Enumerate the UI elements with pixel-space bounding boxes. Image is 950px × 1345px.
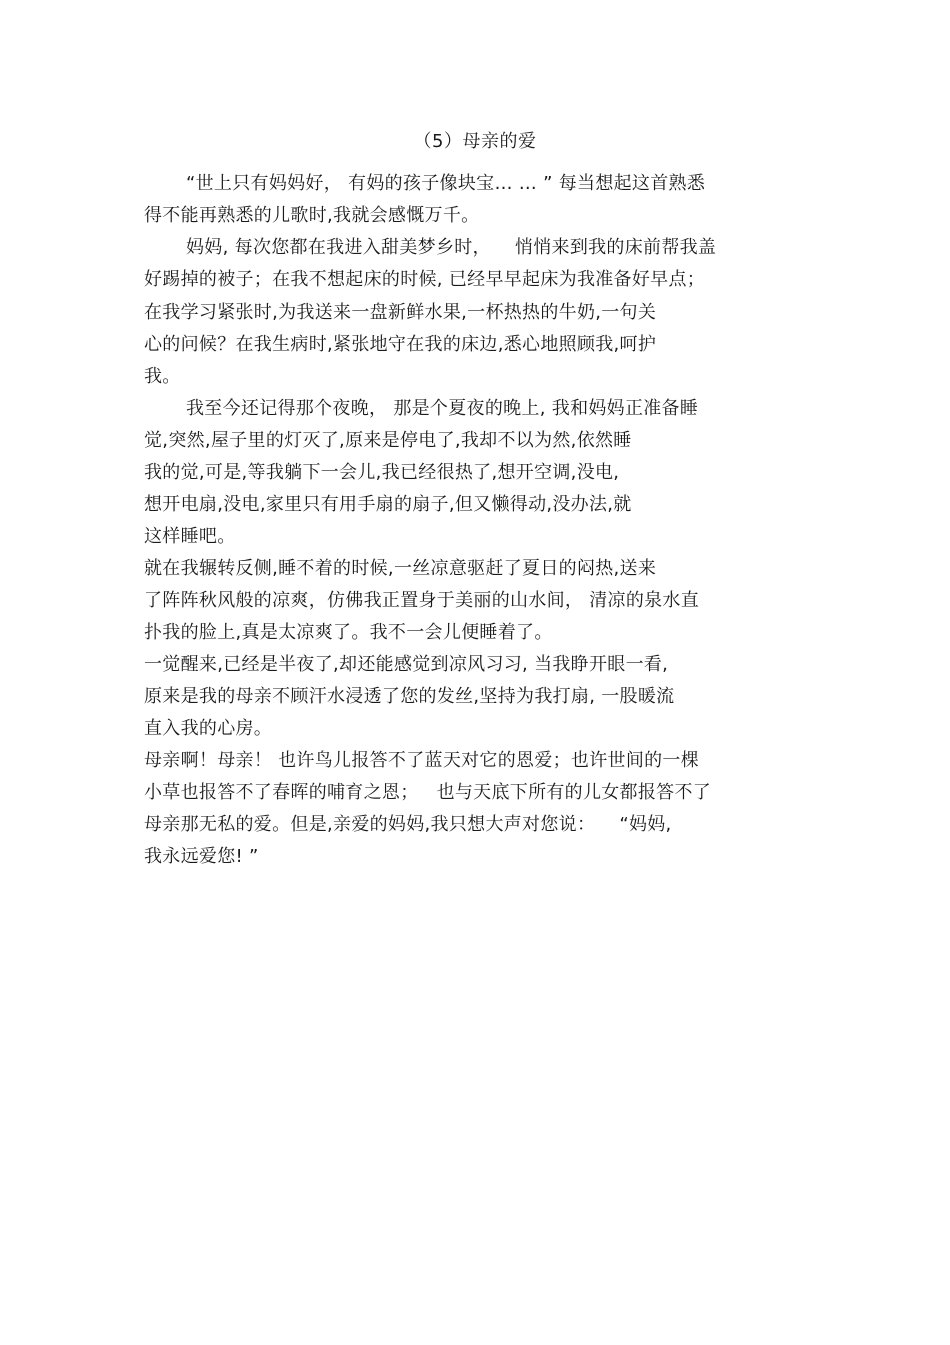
paragraph-line: 就在我辗转反侧,睡不着的时候,一丝凉意驱赶了夏日的闷热,送来 — [144, 558, 657, 579]
paragraph-line: 这样睡吧。 — [144, 526, 236, 547]
paragraph-line: 得不能再熟悉的儿歌时,我就会感慨万千。 — [144, 205, 480, 226]
paragraph-line: 我。 — [144, 366, 181, 387]
paragraph-line: 原来是我的母亲不顾汗水浸透了您的发丝,坚持为我打扇, 一股暖流 — [144, 686, 675, 707]
paragraph-line: 我永远爱您! ” — [144, 846, 259, 867]
paragraph-line: 妈妈, 每次您都在我进入甜美梦乡时， 悄悄来到我的床前帮我盖 — [186, 237, 717, 258]
paragraph-line: “世上只有妈妈好， 有妈的孩子像块宝… … ” 每当想起这首熟悉 — [186, 173, 706, 194]
paragraph-line: 在我学习紧张时,为我送来一盘新鲜水果,一杯热热的牛奶,一句关 — [144, 302, 657, 323]
document-title: （5）母亲的爱 — [413, 131, 537, 152]
paragraph-line: 小草也报答不了春晖的哺育之恩； 也与天底下所有的儿女都报答不了 — [144, 782, 712, 803]
paragraph-line: 我的觉,可是,等我躺下一会儿,我已经很热了,想开空调,没电, — [144, 462, 620, 483]
paragraph-line: 觉,突然,屋子里的灯灭了,原来是停电了,我却不以为然,依然睡 — [144, 430, 632, 451]
paragraph-line: 母亲那无私的爱。但是,亲爱的妈妈,我只想大声对您说： “妈妈, — [144, 814, 672, 835]
paragraph-line: 一觉醒来,已经是半夜了,却还能感觉到凉风习习, 当我睁开眼一看, — [144, 654, 669, 675]
paragraph-line: 想开电扇,没电,家里只有用手扇的扇子,但又懒得动,没办法,就 — [144, 494, 632, 515]
paragraph-line: 母亲啊！母亲！ 也许鸟儿报答不了蓝天对它的恩爱；也许世间的一棵 — [144, 750, 700, 771]
paragraph-line: 我至今还记得那个夜晚， 那是个夏夜的晚上, 我和妈妈正准备睡 — [186, 398, 699, 419]
paragraph-line: 扑我的脸上,真是太凉爽了。我不一会儿便睡着了。 — [144, 622, 553, 643]
paragraph-line: 心的问候？在我生病时,紧张地守在我的床边,悉心地照顾我,呵护 — [144, 334, 657, 355]
paragraph-line: 好踢掉的被子；在我不想起床的时候, 已经早早起床为我准备好早点； — [144, 269, 706, 290]
paragraph-line: 直入我的心房。 — [144, 718, 273, 739]
paragraph-line: 了阵阵秋风般的凉爽，仿佛我正置身于美丽的山水间， 清凉的泉水直 — [144, 590, 700, 611]
